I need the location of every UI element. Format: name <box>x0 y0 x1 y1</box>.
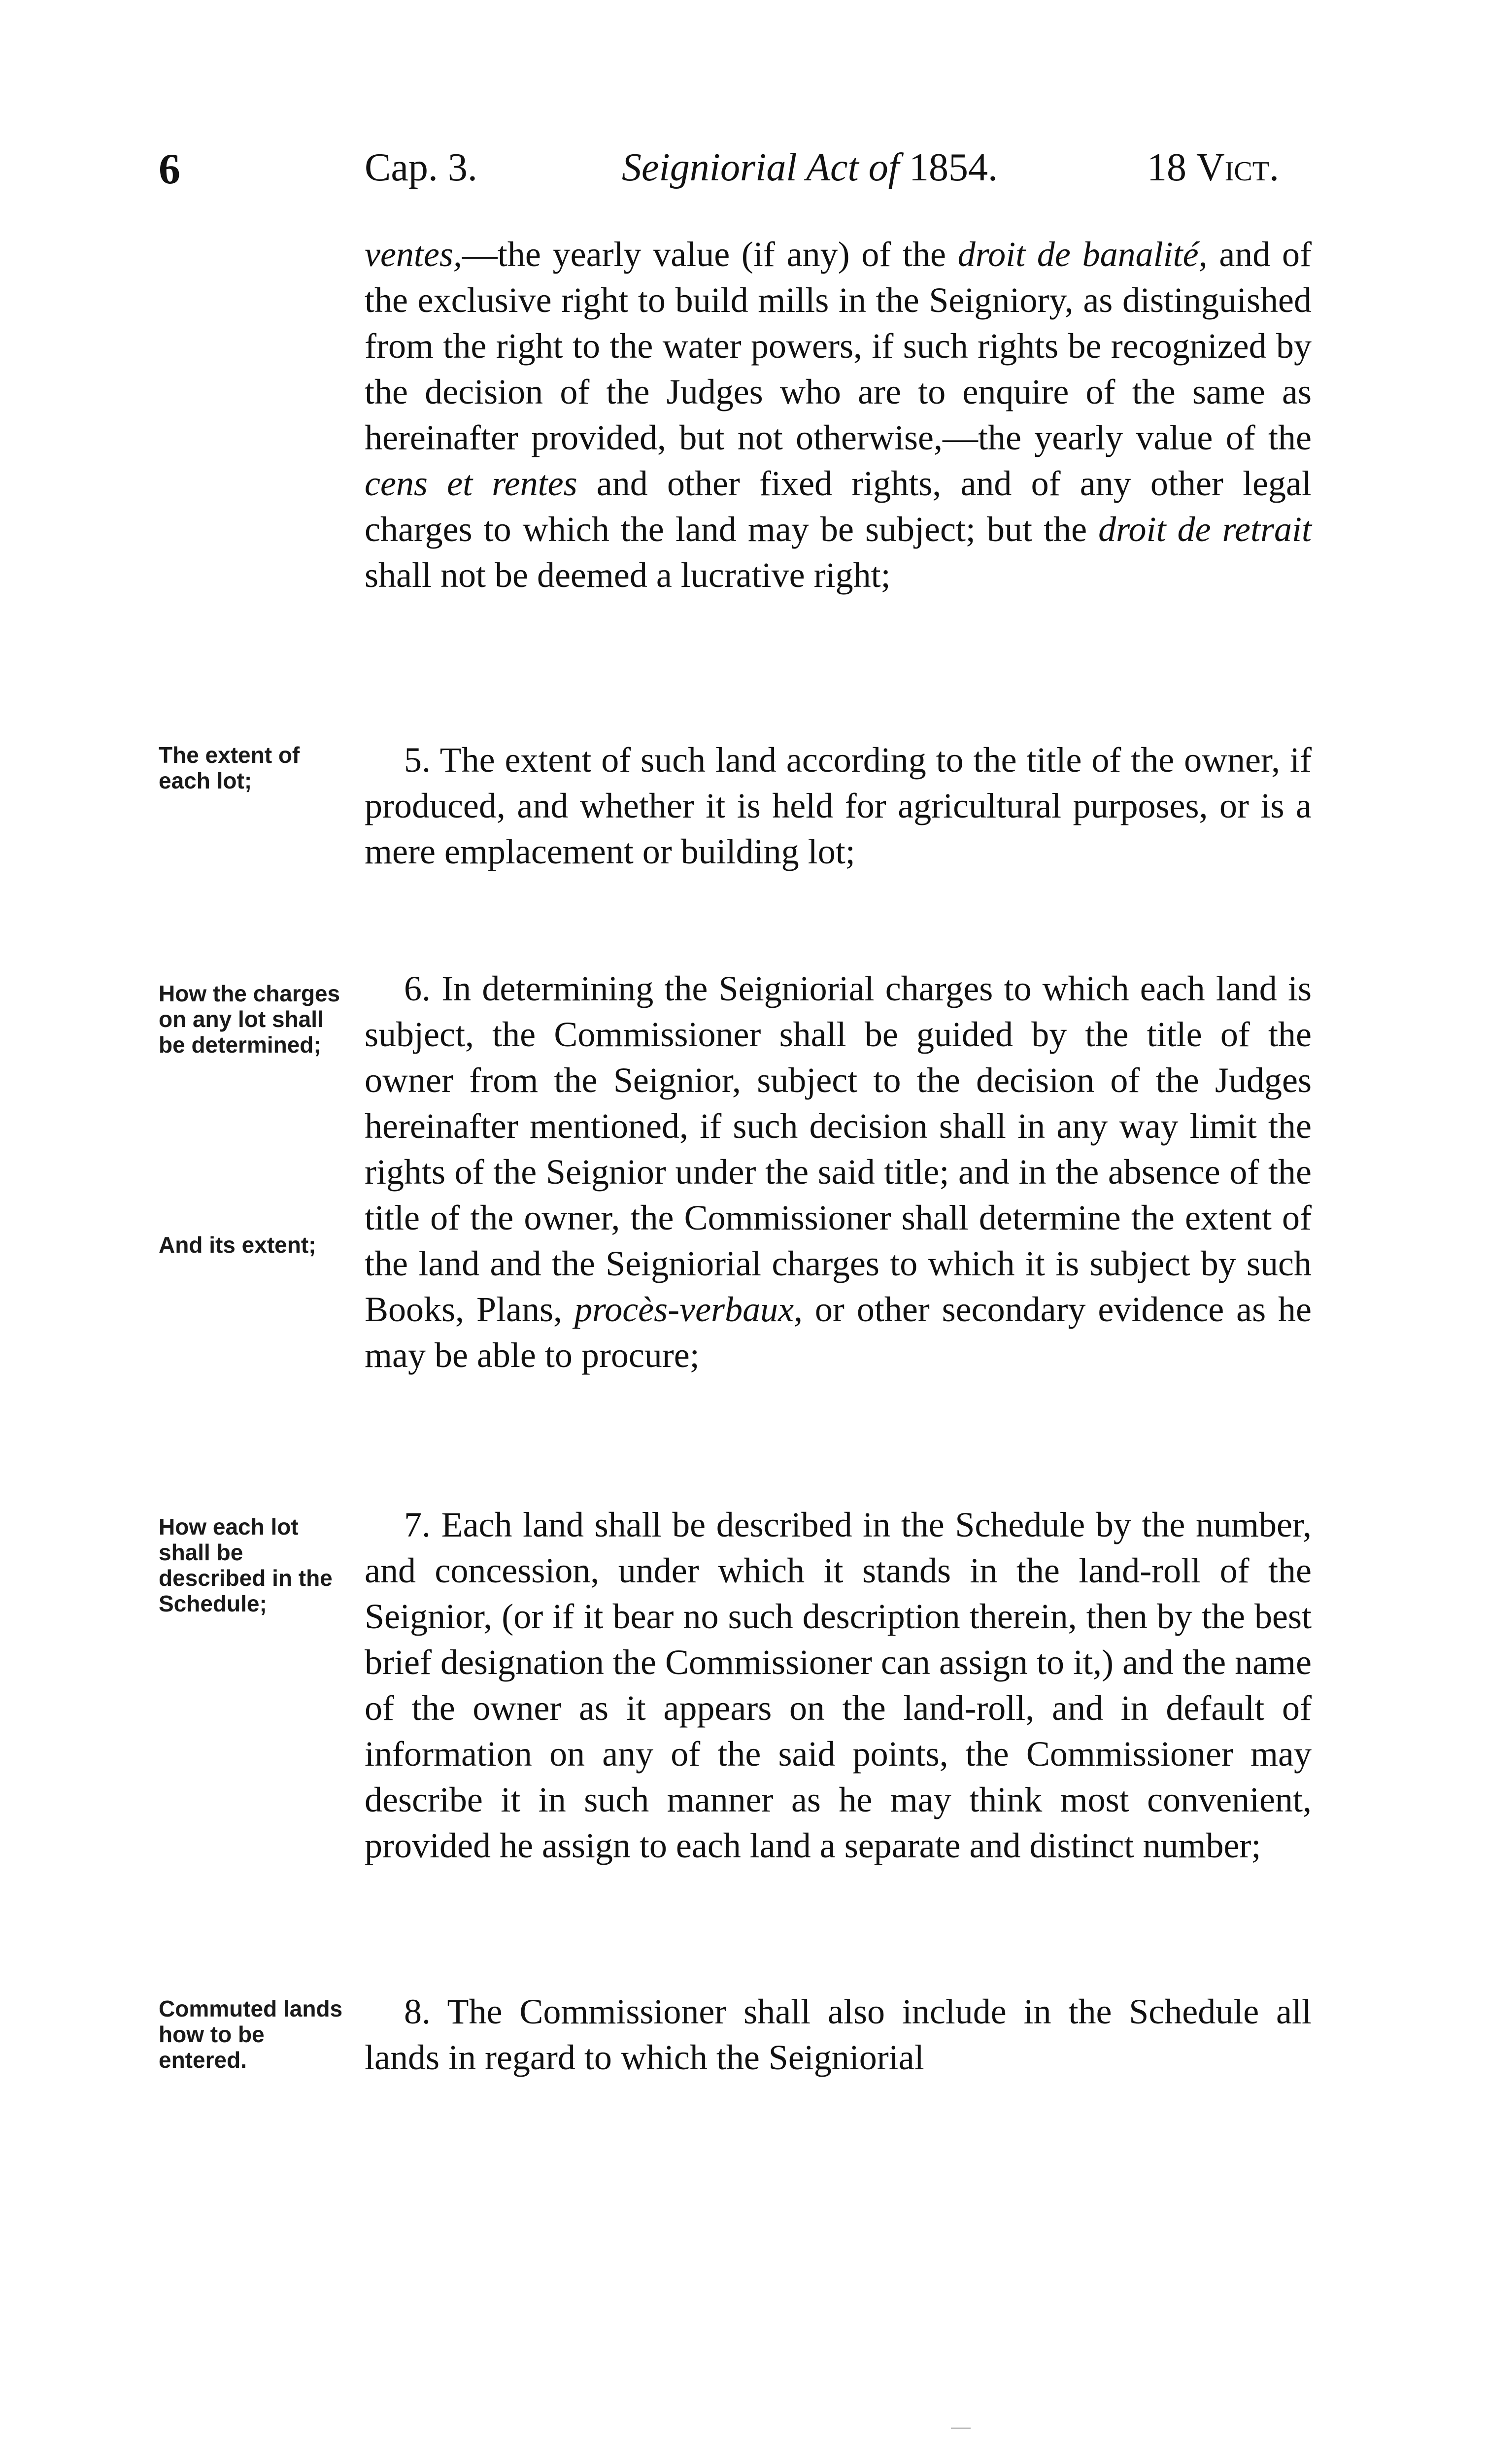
intro-part-c: and other fixed rights, and of any other legal charges to which the land may be subject; but the <box>365 464 1312 549</box>
section-5-text <box>365 737 1312 875</box>
section-8-number: 8. <box>404 1992 431 2031</box>
section-6-part-a: In determining the Seigniorial charges to which each land is subject, the Commissioner shall be guided by the title of the owner from the Seignior, subject to the decision of the Judges hereinafter mentioned, if such decision shall in any way limit the rights of the Seignior under the said title; and in the absence of the title of the owner, the Commissioner shall determine the extent of the land and the Seigniorial charges to which it is subject by such Books, Plans, <box>365 969 1312 1329</box>
term-proces-verbaux: procès-verbaux, <box>574 1290 803 1329</box>
section-6-number: 6. <box>404 969 431 1008</box>
intro-paragraph <box>365 232 1312 598</box>
chapter-label: Cap. 3. <box>365 146 477 189</box>
term-ventes: ventes, <box>365 235 462 274</box>
section-6 <box>365 966 1312 1378</box>
section-5 <box>365 737 1312 875</box>
margin-note-extent-of-lot: The extent of each lot; <box>159 742 300 793</box>
section-6-part-b: or other secondary evidence as he may be able to procure; <box>365 1290 1312 1375</box>
margin-note-description: How each lot shall be described in the Schedule; <box>159 1514 333 1616</box>
margin-note-commuted-lands: Commuted lands how to be entered. <box>159 1996 343 2073</box>
bottom-mark <box>951 2428 971 2429</box>
regnal-year-sovereign: Vict. <box>1196 146 1279 189</box>
regnal-year <box>1147 148 1279 187</box>
term-retrait: droit de retrait <box>1098 510 1312 549</box>
act-title-name: Seigniorial Act of <box>622 146 909 189</box>
intro-text <box>365 232 1312 598</box>
section-7-number: 7. <box>404 1505 431 1544</box>
act-title <box>622 148 998 187</box>
section-7-text <box>365 1502 1312 1869</box>
section-7-body: Each land shall be described in the Schedule by the number, and concession, under which it stands in the land-roll of the Seignior, (or if it bear no such description therein, then by the best brief designation the Commissioner can assign to it,) and the name of the owner as it appears on the land-roll, and in default of information on any of the said points, the Commissioner may describe it in such manner as he may think most convenient, provided he assign to each land a separate and distinct number; <box>365 1505 1312 1865</box>
term-banalite: droit de banalité, <box>957 235 1208 274</box>
section-8-text <box>365 1989 1312 2081</box>
act-title-year: 1854. <box>909 146 998 189</box>
page-number: 6 <box>159 145 180 193</box>
margin-note-its-extent: And its extent; <box>159 1232 316 1258</box>
section-6-text <box>365 966 1312 1378</box>
term-cens: cens et rentes <box>365 464 577 503</box>
section-7 <box>365 1502 1312 1869</box>
margin-note-charges: How the charges on any lot shall be determined; <box>159 981 340 1058</box>
section-8 <box>365 1989 1312 2081</box>
intro-part-d: shall not be deemed a lucrative right; <box>365 555 891 595</box>
intro-part-b: and of the exclusive right to build mills in the Seigniory, as distinguished from the right to the water powers, if such rights be recognized by the decision of the Judges who are to enquire of the same as hereinafter provided, but not otherwise,—the yearly value of the <box>365 235 1312 457</box>
section-8-body: The Commissioner shall also include in the Schedule all lands in regard to which the Seigniorial <box>365 1992 1312 2077</box>
regnal-year-number: 18 <box>1147 146 1196 189</box>
section-5-body: The extent of such land according to the title of the owner, if produced, and whether it is held for agricultural purposes, or is a mere emplacement or building lot; <box>365 740 1312 871</box>
section-5-number: 5. <box>404 740 431 780</box>
intro-part-a: —the yearly value (if any) of the <box>462 235 958 274</box>
